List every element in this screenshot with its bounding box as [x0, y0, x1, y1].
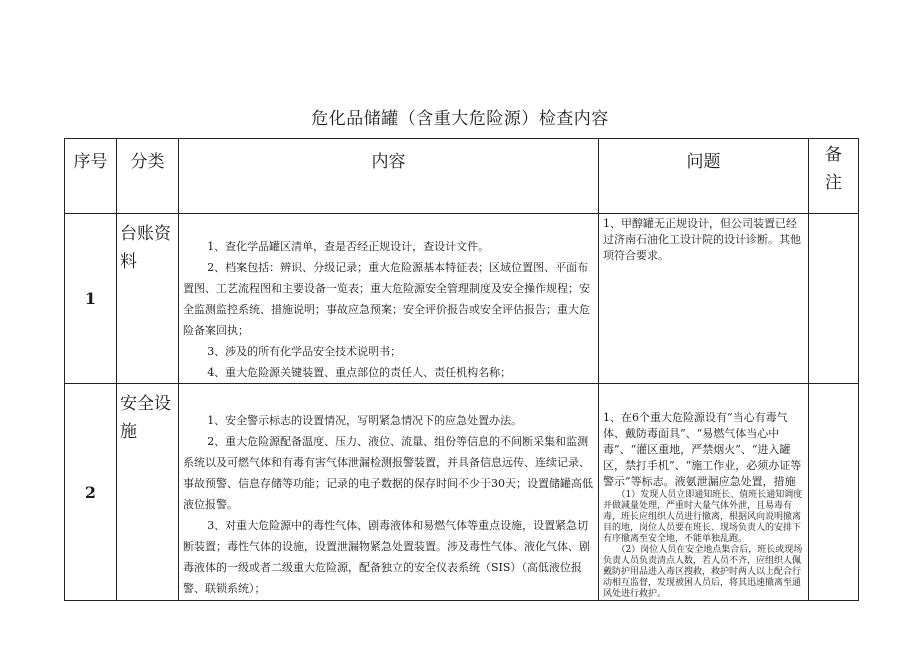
content-item: 2、档案包括：辨识、分级记录；重大危险源基本特征表；区域位置图、平面布置图、工艺流程图和主要设备一览表；重大危险源安全管理制度及安全操作规程；安全监测监控系统、措施说明；事故应急预案；安全评价报告或安全评估报告；重大危险备案回执；: [183, 261, 590, 337]
table-row: [65, 384, 859, 601]
header-remark: [809, 139, 859, 214]
table-header-row: [65, 139, 859, 214]
row-content: [179, 214, 599, 384]
header-content: 内容: [179, 139, 599, 214]
header-remark-line-1: 备: [825, 145, 842, 165]
header-category: 分类: [117, 139, 179, 214]
row-number: 1: [65, 214, 117, 384]
row-category: 台账资料: [117, 214, 179, 384]
table-row: [65, 214, 859, 384]
row-remark: [809, 214, 859, 384]
row-content: [179, 384, 599, 601]
row-remark: [809, 384, 859, 601]
row-issue: [599, 384, 809, 601]
header-issue: 问题: [599, 139, 809, 214]
content-item: 3、对重大危险源中的毒性气体、剧毒液体和易燃气体等重点设施，设置紧急切断装置；毒性气体的设施，设置泄漏物紧急处置装置。涉及毒性气体、液化气体、剧毒液体的一级或者二级重大危险源，配备独立的安全仪表系统（SIS）（高低液位报警、联锁系统）；: [183, 519, 590, 595]
issue-item: 1、甲醇罐无正规设计，但公司装置已经过济南石油化工设计院的设计诊断。其他项符合要求。: [603, 217, 801, 262]
content-item: 3、涉及的所有化学品安全技术说明书；: [207, 345, 402, 358]
page-title: 危化品储罐（含重大危险源）检查内容: [311, 109, 609, 129]
content-item: 1、安全警示标志的设置情况，写明紧急情况下的应急处置办法。: [207, 414, 523, 427]
issue-subitem: （1）发现人员立即通知班长、值班长通知调度并做减量处理，严重时大量气体外泄，且易毒有毒，班长应组织人员进行撤离，根据风向说明撤离目的地，岗位人员要在班长、现场负责人的安排下有序撤离至安全地，不能单独乱跑。: [603, 490, 803, 544]
row-issue: [599, 214, 809, 384]
row-category: 安全设施: [117, 384, 179, 601]
inspection-table: [64, 138, 859, 601]
content-item: 1、查化学品罐区清单，查是否经正规设计，查设计文件。: [207, 240, 490, 253]
header-seq: 序号: [65, 139, 117, 214]
content-item: 2、重大危险源配备温度、压力、液位、流量、组份等信息的不间断采集和监测系统以及可燃气体和有毒有害气体泄漏检测报警装置，并具备信息远传、连续记录、事故预警、信息存储等功能；记录的电子数据的保存时间不少于30天；设置储罐高低液位报警。: [183, 435, 593, 511]
issue-item: 1、在6个重大危险源设有“当心有毒气体、戴防毒面具”、“易燃气体当心中毒”、“灌区重地，严禁烟火”、“进入罐区，禁打手机”、“施工作业，必须办证等警示”等标志。液氨泄漏应急处置，措施: [603, 411, 802, 488]
content-item: 4、重大危险源关键装置、重点部位的责任人、责任机构名称；: [207, 366, 512, 379]
issue-subitem: （2）岗位人员在安全地点集合后，班长或现场负责人员负责清点人数，若人员不齐，应组织人佩戴防护用品进入毒区搜救，救护时两人以上配合行动相互监督，发现被困人员后，将其迅速撤离至通风处进行救护。: [603, 545, 803, 599]
header-remark-line-2: 注: [825, 173, 842, 193]
row-number: 2: [65, 384, 117, 601]
